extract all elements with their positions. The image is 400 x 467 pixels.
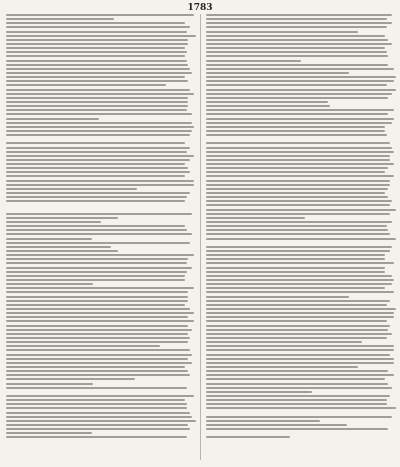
illegible-text-line bbox=[206, 416, 392, 418]
illegible-text-line bbox=[206, 242, 388, 244]
illegible-text-line bbox=[6, 126, 194, 128]
illegible-text-line bbox=[6, 325, 188, 327]
illegible-text-line bbox=[206, 238, 396, 240]
illegible-text-line bbox=[6, 354, 192, 356]
illegible-text-line bbox=[206, 134, 387, 136]
illegible-text-line bbox=[206, 337, 387, 339]
illegible-text-line bbox=[206, 420, 320, 422]
illegible-text-line bbox=[6, 47, 185, 49]
illegible-text-line bbox=[6, 337, 190, 339]
text-column-left bbox=[6, 14, 196, 459]
illegible-text-line bbox=[6, 180, 194, 182]
illegible-text-line bbox=[6, 184, 194, 186]
illegible-text-line bbox=[6, 167, 188, 169]
illegible-text-line bbox=[6, 138, 187, 140]
illegible-text-line bbox=[206, 366, 358, 368]
illegible-text-line bbox=[206, 233, 390, 235]
illegible-text-line bbox=[206, 312, 394, 314]
illegible-text-line bbox=[206, 204, 390, 206]
illegible-text-line bbox=[6, 300, 188, 302]
illegible-text-line bbox=[206, 300, 390, 302]
illegible-text-line bbox=[206, 325, 390, 327]
illegible-text-line bbox=[206, 43, 392, 45]
illegible-text-line bbox=[206, 374, 394, 376]
illegible-text-line bbox=[6, 275, 185, 277]
illegible-text-line bbox=[206, 424, 347, 426]
illegible-text-line bbox=[206, 167, 388, 169]
illegible-text-line bbox=[206, 316, 394, 318]
text-column-right bbox=[206, 14, 396, 459]
illegible-text-line bbox=[6, 291, 188, 293]
illegible-text-line bbox=[6, 72, 192, 74]
illegible-text-line bbox=[6, 424, 188, 426]
illegible-text-line bbox=[206, 291, 394, 293]
illegible-text-line bbox=[206, 196, 388, 198]
illegible-text-line bbox=[6, 407, 187, 409]
illegible-text-line bbox=[206, 155, 390, 157]
illegible-text-line bbox=[6, 60, 187, 62]
illegible-text-line bbox=[206, 283, 392, 285]
illegible-text-line bbox=[206, 105, 330, 107]
illegible-text-line bbox=[206, 308, 396, 310]
illegible-text-line bbox=[206, 387, 392, 389]
illegible-text-line bbox=[206, 209, 396, 211]
illegible-text-line bbox=[206, 279, 394, 281]
illegible-text-line bbox=[6, 374, 190, 376]
illegible-text-line bbox=[6, 258, 188, 260]
illegible-text-line bbox=[206, 271, 385, 273]
illegible-text-line bbox=[206, 383, 388, 385]
illegible-text-line bbox=[206, 399, 387, 401]
illegible-text-line bbox=[6, 31, 187, 33]
illegible-text-line bbox=[6, 109, 187, 111]
illegible-text-line bbox=[206, 329, 388, 331]
illegible-text-line bbox=[6, 420, 196, 422]
illegible-text-line bbox=[6, 383, 93, 385]
illegible-text-line bbox=[6, 192, 190, 194]
illegible-text-line bbox=[6, 267, 192, 269]
illegible-text-line bbox=[206, 97, 388, 99]
illegible-text-line bbox=[6, 238, 92, 240]
illegible-text-line bbox=[206, 130, 385, 132]
illegible-text-line bbox=[6, 68, 190, 70]
illegible-text-line bbox=[206, 407, 396, 409]
illegible-text-line bbox=[6, 151, 187, 153]
illegible-text-line bbox=[6, 101, 188, 103]
illegible-text-line bbox=[206, 171, 385, 173]
illegible-text-line bbox=[6, 155, 194, 157]
illegible-text-line bbox=[6, 80, 188, 82]
illegible-text-line bbox=[6, 229, 187, 231]
illegible-text-line bbox=[206, 47, 385, 49]
illegible-text-line bbox=[206, 341, 362, 343]
illegible-text-line bbox=[206, 138, 392, 140]
illegible-text-line bbox=[6, 333, 188, 335]
illegible-text-line bbox=[206, 432, 390, 434]
illegible-text-line bbox=[206, 126, 385, 128]
illegible-text-line bbox=[206, 142, 390, 144]
illegible-text-line bbox=[206, 333, 392, 335]
illegible-text-line bbox=[6, 358, 188, 360]
illegible-text-line bbox=[6, 113, 192, 115]
illegible-text-line bbox=[206, 26, 387, 28]
illegible-text-line bbox=[6, 432, 92, 434]
illegible-text-line bbox=[206, 22, 392, 24]
illegible-text-line bbox=[206, 118, 394, 120]
illegible-text-line bbox=[206, 250, 390, 252]
illegible-text-line bbox=[6, 308, 190, 310]
illegible-text-line bbox=[6, 349, 190, 351]
illegible-text-line bbox=[206, 180, 390, 182]
illegible-text-line bbox=[206, 51, 387, 53]
illegible-text-line bbox=[6, 283, 93, 285]
illegible-text-line bbox=[6, 134, 190, 136]
illegible-text-line bbox=[6, 209, 188, 211]
illegible-text-line bbox=[206, 403, 387, 405]
illegible-text-line bbox=[6, 428, 190, 430]
illegible-text-line bbox=[206, 436, 290, 438]
illegible-text-line bbox=[206, 113, 388, 115]
illegible-text-line bbox=[6, 254, 194, 256]
illegible-text-line bbox=[6, 221, 101, 223]
illegible-text-line bbox=[206, 354, 390, 356]
illegible-text-line bbox=[206, 151, 394, 153]
illegible-text-line bbox=[6, 84, 166, 86]
illegible-text-line bbox=[6, 279, 185, 281]
illegible-text-line bbox=[6, 14, 194, 16]
illegible-text-line bbox=[6, 122, 192, 124]
illegible-text-line bbox=[6, 18, 114, 20]
illegible-text-line bbox=[6, 175, 185, 177]
illegible-text-line bbox=[206, 60, 301, 62]
illegible-text-line bbox=[6, 22, 185, 24]
illegible-text-line bbox=[206, 358, 394, 360]
illegible-text-line bbox=[206, 147, 392, 149]
illegible-text-line bbox=[206, 184, 390, 186]
illegible-text-line bbox=[206, 320, 387, 322]
illegible-text-line bbox=[6, 296, 188, 298]
illegible-text-line bbox=[206, 267, 385, 269]
illegible-text-line bbox=[206, 64, 388, 66]
illegible-text-line bbox=[206, 188, 388, 190]
illegible-text-line bbox=[6, 163, 185, 165]
column-divider bbox=[200, 14, 201, 460]
illegible-text-line bbox=[6, 246, 111, 248]
illegible-text-line bbox=[6, 262, 187, 264]
illegible-text-line bbox=[6, 217, 118, 219]
illegible-text-line bbox=[206, 229, 388, 231]
illegible-text-line bbox=[6, 316, 188, 318]
illegible-text-line bbox=[6, 97, 188, 99]
illegible-text-line bbox=[206, 412, 387, 414]
illegible-text-line bbox=[6, 188, 137, 190]
illegible-text-line bbox=[6, 391, 194, 393]
illegible-text-line bbox=[206, 296, 349, 298]
illegible-text-line bbox=[206, 122, 392, 124]
illegible-text-line bbox=[6, 329, 192, 331]
illegible-text-line bbox=[6, 395, 194, 397]
illegible-text-line bbox=[6, 287, 194, 289]
illegible-text-line bbox=[206, 287, 385, 289]
illegible-text-line bbox=[206, 391, 312, 393]
illegible-text-line bbox=[6, 225, 185, 227]
illegible-text-line bbox=[206, 175, 394, 177]
illegible-text-line bbox=[6, 93, 194, 95]
illegible-text-line bbox=[206, 89, 396, 91]
illegible-text-line bbox=[6, 51, 187, 53]
illegible-text-line bbox=[6, 55, 185, 57]
illegible-text-line bbox=[206, 84, 387, 86]
illegible-text-line bbox=[206, 192, 385, 194]
illegible-text-line bbox=[206, 254, 385, 256]
illegible-text-line bbox=[206, 76, 396, 78]
illegible-text-line bbox=[206, 31, 358, 33]
illegible-text-line bbox=[206, 68, 394, 70]
illegible-text-line bbox=[206, 80, 394, 82]
illegible-text-line bbox=[6, 345, 160, 347]
illegible-text-line bbox=[6, 233, 192, 235]
illegible-text-line bbox=[6, 412, 190, 414]
illegible-text-line bbox=[6, 304, 185, 306]
illegible-text-line bbox=[206, 101, 328, 103]
illegible-text-line bbox=[206, 35, 385, 37]
illegible-text-line bbox=[206, 109, 394, 111]
illegible-text-line bbox=[6, 130, 192, 132]
illegible-text-line bbox=[6, 341, 188, 343]
illegible-text-line bbox=[206, 345, 394, 347]
illegible-text-line bbox=[6, 147, 190, 149]
illegible-text-line bbox=[206, 349, 394, 351]
illegible-text-line bbox=[6, 271, 187, 273]
illegible-text-line bbox=[206, 159, 390, 161]
illegible-text-line bbox=[206, 378, 385, 380]
illegible-text-line bbox=[6, 416, 192, 418]
illegible-text-line bbox=[206, 246, 392, 248]
illegible-text-line bbox=[6, 213, 192, 215]
illegible-text-line bbox=[6, 39, 188, 41]
illegible-text-line bbox=[6, 403, 187, 405]
illegible-text-line bbox=[206, 72, 349, 74]
illegible-text-line bbox=[206, 275, 392, 277]
illegible-text-line bbox=[6, 171, 190, 173]
illegible-text-line bbox=[206, 163, 394, 165]
illegible-text-line bbox=[6, 250, 118, 252]
illegible-text-line bbox=[6, 142, 185, 144]
illegible-text-line bbox=[206, 18, 387, 20]
illegible-text-line bbox=[6, 362, 192, 364]
illegible-text-line bbox=[6, 105, 188, 107]
illegible-text-line bbox=[6, 242, 190, 244]
illegible-text-line bbox=[206, 14, 392, 16]
illegible-text-line bbox=[206, 39, 388, 41]
illegible-text-line bbox=[206, 362, 394, 364]
page-number: 1783 bbox=[187, 3, 213, 13]
illegible-text-line bbox=[206, 304, 387, 306]
illegible-text-line bbox=[206, 200, 392, 202]
illegible-text-line bbox=[6, 196, 187, 198]
illegible-text-line bbox=[6, 399, 185, 401]
illegible-text-line bbox=[6, 370, 188, 372]
illegible-text-line bbox=[206, 213, 390, 215]
illegible-text-line bbox=[6, 312, 194, 314]
illegible-text-line bbox=[206, 262, 394, 264]
illegible-text-line bbox=[6, 118, 99, 120]
illegible-text-line bbox=[6, 320, 194, 322]
illegible-text-line bbox=[6, 159, 190, 161]
illegible-text-line bbox=[6, 35, 196, 37]
illegible-text-line bbox=[206, 93, 392, 95]
illegible-text-line bbox=[206, 258, 385, 260]
illegible-text-line bbox=[206, 428, 388, 430]
illegible-text-line bbox=[6, 204, 185, 206]
illegible-text-line bbox=[6, 200, 185, 202]
illegible-text-line bbox=[6, 26, 190, 28]
illegible-text-line bbox=[6, 366, 185, 368]
illegible-text-line bbox=[6, 387, 187, 389]
illegible-text-line bbox=[6, 76, 185, 78]
illegible-text-line bbox=[6, 43, 188, 45]
illegible-text-line bbox=[206, 217, 305, 219]
illegible-text-line bbox=[6, 89, 190, 91]
illegible-text-line bbox=[6, 64, 188, 66]
illegible-text-line bbox=[206, 225, 387, 227]
illegible-text-line bbox=[206, 221, 392, 223]
illegible-text-line bbox=[6, 436, 187, 438]
illegible-text-line bbox=[206, 55, 388, 57]
illegible-text-line bbox=[6, 378, 135, 380]
illegible-text-line bbox=[206, 370, 388, 372]
illegible-text-line bbox=[206, 395, 390, 397]
